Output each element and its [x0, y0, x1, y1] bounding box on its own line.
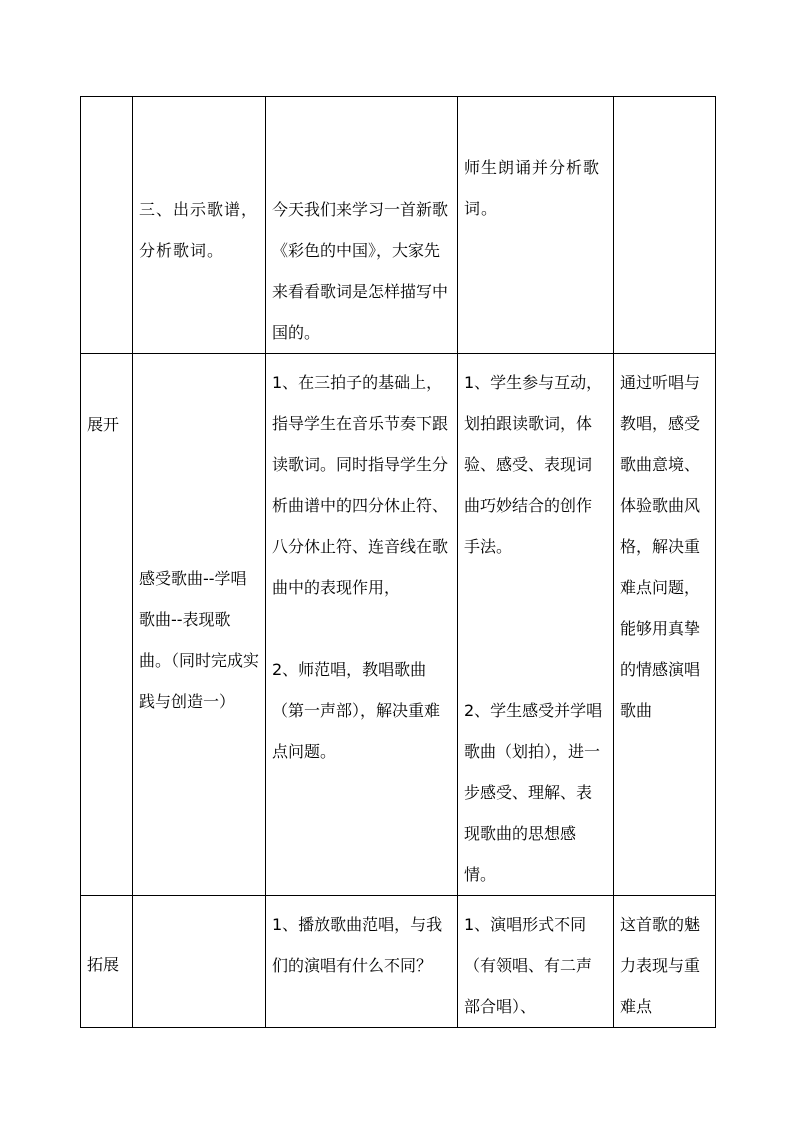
table-row	[81, 97, 716, 354]
teacher-activity-text: 今天我们来学习一首新歌《彩色的中国》，大家先来看看歌词是怎样描写中国的。	[272, 200, 449, 342]
student-activity-cell	[458, 896, 614, 1028]
design-intent-cell	[614, 354, 716, 896]
student-activity-text: 1、演唱形式不同（有领唱、有二声部合唱）、	[464, 915, 593, 1016]
section-cell	[81, 896, 133, 1028]
content-text: 三、出示歌谱，分析歌词。	[139, 200, 259, 260]
section-label: 拓展	[87, 955, 120, 974]
teacher-activity-cell	[266, 896, 458, 1028]
teacher-activity-cell	[266, 97, 458, 354]
content-text: 感受歌曲--学唱歌曲--表现歌曲。（同时完成实践与创造一）	[139, 569, 260, 711]
teacher-activity-step-1: 1、在三拍子的基础上，指导学生在音乐节奏下跟读歌词。同时指导学生分析曲谱中的四分休止符、八分休止符、连音线在歌曲中的表现作用，	[272, 373, 449, 597]
teacher-activity-text: 1、播放歌曲范唱，与我们的演唱有什么不同？	[272, 915, 443, 975]
design-intent-text: 这首歌的魅力表现与重难点	[620, 915, 701, 1016]
design-intent-cell	[614, 97, 716, 354]
section-label: 展开	[87, 415, 120, 434]
student-activity-step-1: 1、学生参与互动，划拍跟读歌词，体验、感受、表现词曲巧妙结合的创作手法。	[464, 373, 603, 556]
lesson-plan-table	[80, 96, 716, 1028]
table-row	[81, 896, 716, 1028]
content-cell	[133, 896, 266, 1028]
content-cell	[133, 354, 266, 896]
student-activity-cell	[458, 354, 614, 896]
content-cell	[133, 97, 266, 354]
section-cell	[81, 97, 133, 354]
design-intent-text: 通过听唱与教唱，感受歌曲意境、体验歌曲风格，解决重难点问题，能够用真挚的情感演唱歌曲	[620, 373, 701, 720]
student-activity-cell	[458, 97, 614, 354]
design-intent-cell	[614, 896, 716, 1028]
student-activity-step-2: 2、学生感受并学唱歌曲（划拍），进一步感受、理解、表现歌曲的思想感情。	[464, 701, 603, 884]
table-row	[81, 354, 716, 896]
teacher-activity-cell	[266, 354, 458, 896]
section-cell	[81, 354, 133, 896]
student-activity-text: 师生朗诵并分析歌词。	[464, 158, 601, 218]
teacher-activity-step-2: 2、师范唱，教唱歌曲（第一声部），解决重难点问题。	[272, 660, 441, 761]
